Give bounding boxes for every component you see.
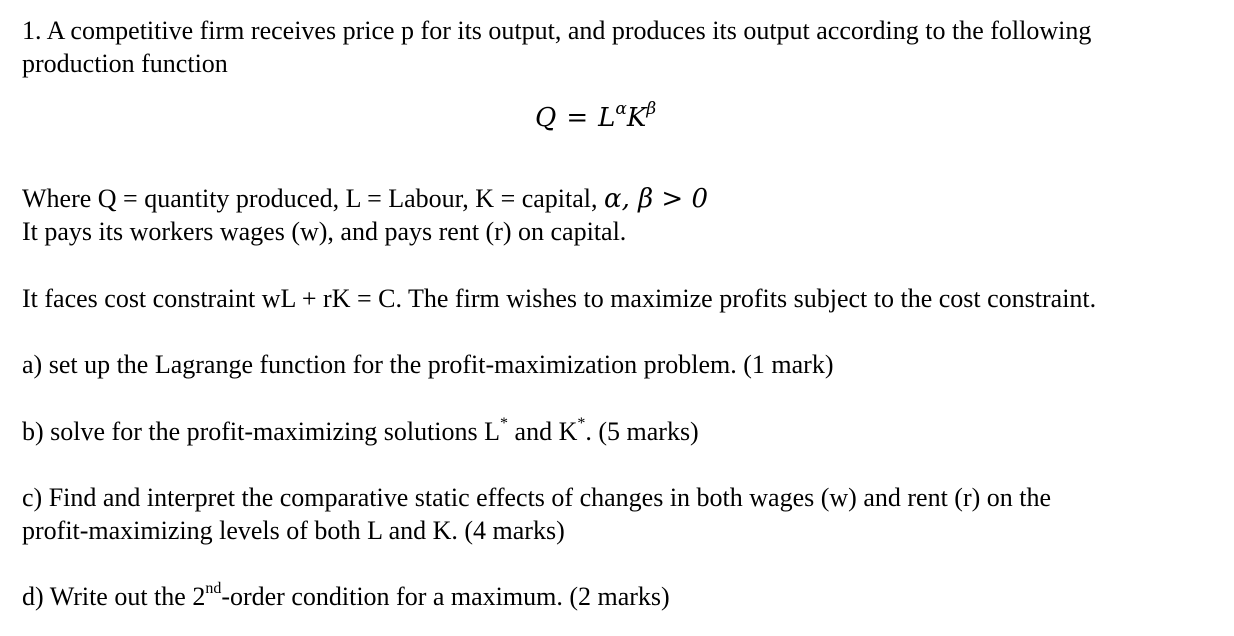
part-b-star-1: * <box>500 415 509 433</box>
intro-line-2: production function <box>22 49 228 78</box>
part-a: a) set up the Lagrange function for the profit-maximization problem. (1 mark) <box>22 350 834 379</box>
part-d-superscript: nd <box>205 580 222 598</box>
part-b-text-1: b) solve for the profit-maximizing solutions L <box>22 417 501 446</box>
intro-line-1: 1. A competitive firm receives price p for its output, and produces its output according to the following <box>22 16 1092 45</box>
equation-lhs: Q <box>535 103 557 133</box>
equation-exp-alpha: α <box>615 99 627 120</box>
production-function-equation <box>535 99 657 135</box>
part-d-text-1: d) Write out the 2 <box>22 582 206 611</box>
part-b <box>22 415 699 448</box>
definitions-line <box>22 182 708 216</box>
part-c-line-1: c) Find and interpret the comparative static effects of changes in both wages (w) and rent (r) on the <box>22 483 1052 512</box>
part-b-text-3: . (5 marks) <box>585 417 699 446</box>
constraint-line: It faces cost constraint wL + rK = C. The firm wishes to maximize profits subject to the cost constraint. <box>22 284 1097 313</box>
part-c-line-2: profit-maximizing levels of both L and K. (4 marks) <box>22 516 565 545</box>
equation-base-l: L <box>598 103 616 133</box>
part-b-star-2: * <box>577 415 586 433</box>
equation-equals: = <box>566 103 589 133</box>
equation-base-k: K <box>626 103 647 133</box>
parameter-condition: α, β > 0 <box>604 184 709 214</box>
part-d <box>22 580 670 613</box>
part-b-text-2: and K <box>508 417 578 446</box>
equation-exp-beta: β <box>646 99 657 120</box>
definitions-text: Where Q = quantity produced, L = Labour, K = capital, <box>22 184 605 213</box>
part-d-text-2: -order condition for a maximum. (2 marks) <box>221 582 670 611</box>
wages-line: It pays its workers wages (w), and pays rent (r) on capital. <box>22 217 627 246</box>
